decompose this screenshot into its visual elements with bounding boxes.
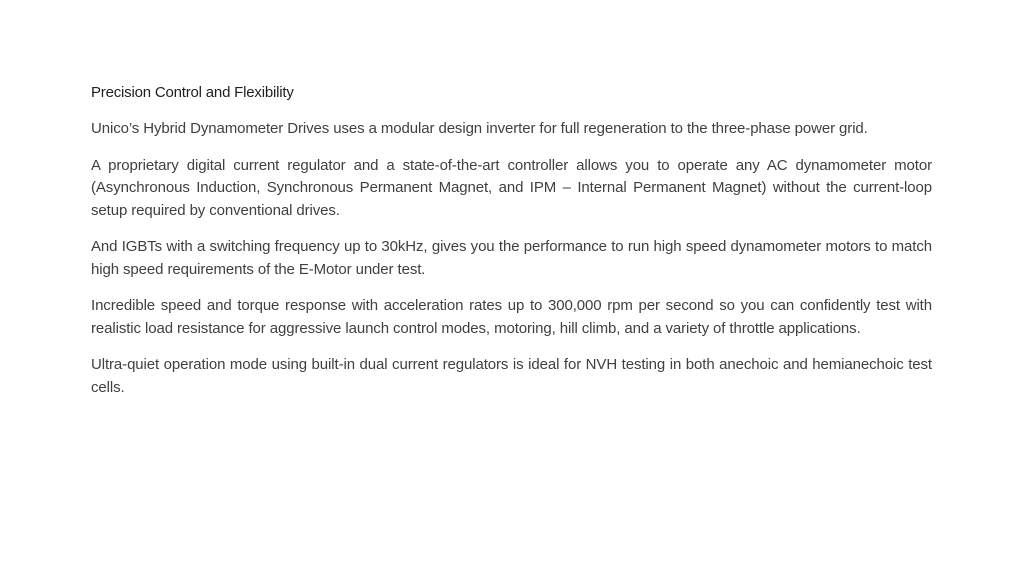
paragraph-igbt-switching: And IGBTs with a switching frequency up to 30kHz, gives you the performance to run high speed dynamometer motors to match high speed requirements of the E-Motor under test. — [91, 238, 932, 278]
paragraph-speed-torque: Incredible speed and torque response with acceleration rates up to 300,000 rpm per second so you can confidently test with realistic load resistance for aggressive launch control modes, motoring, hill climb, and a variety of throttle applications. — [91, 297, 932, 337]
paragraph-ultra-quiet: Ultra-quiet operation mode using built-in dual current regulators is ideal for NVH testing in both anechoic and hemianechoic test cells. — [91, 356, 932, 396]
paragraph-regeneration: Unico’s Hybrid Dynamometer Drives uses a modular design inverter for full regeneration to the three-phase power grid. — [91, 120, 868, 137]
paragraph-current-regulator: A proprietary digital current regulator and a state-of-the-art controller allows you to operate any AC dynamometer motor (Asynchronous Induction, Synchronous Permanent Magnet, and IPM – Internal Permanent Magnet) without the current-loop setup required by conventional drives. — [91, 156, 932, 219]
slide-heading: Precision Control and Flexibility — [91, 84, 294, 101]
slide-content — [91, 82, 932, 413]
